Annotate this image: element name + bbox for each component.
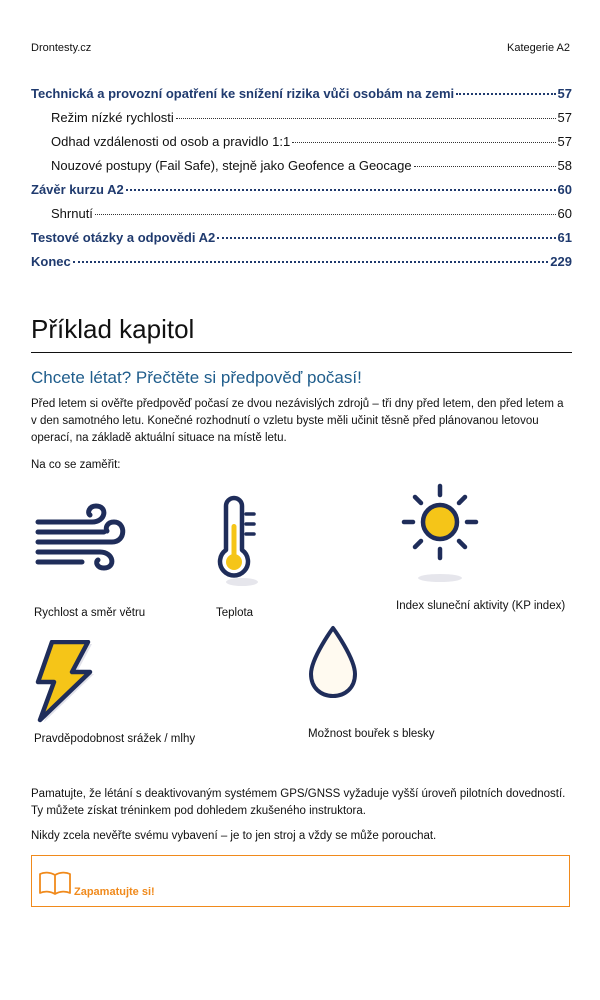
toc-entry-title: Nouzové postupy (Fail Safe), stejně jako Geofence a Geocage <box>51 158 412 173</box>
sun-icon <box>392 482 488 586</box>
toc-page-number: 229 <box>550 254 572 269</box>
book-icon <box>38 870 72 896</box>
toc-page-number: 57 <box>557 110 572 125</box>
toc-leader-dots <box>176 118 556 119</box>
toc-entry-title: Konec <box>31 254 71 269</box>
toc-page-number: 58 <box>557 158 572 173</box>
toc-entry-section[interactable] <box>31 110 572 134</box>
toc-entry-chapter[interactable] <box>31 86 572 110</box>
toc-entry-title: Závěr kurzu A2 <box>31 182 124 197</box>
remember-callout <box>31 855 570 907</box>
toc-leader-dots <box>456 93 555 95</box>
toc-leader-dots <box>95 214 556 215</box>
category-label: Kategerie A2 <box>507 42 570 54</box>
table-of-contents <box>31 86 572 278</box>
chapter-divider <box>31 352 572 353</box>
toc-page-number: 60 <box>557 206 572 221</box>
toc-leader-dots <box>217 237 555 239</box>
raindrop-icon <box>303 622 363 708</box>
toc-leader-dots <box>292 142 555 143</box>
toc-page-number: 61 <box>557 230 572 245</box>
toc-entry-chapter[interactable] <box>31 182 572 206</box>
site-name: Drontesty.cz <box>31 42 92 54</box>
toc-entry-section[interactable] <box>31 134 572 158</box>
toc-leader-dots <box>414 166 556 167</box>
toc-leader-dots <box>73 261 549 263</box>
toc-entry-title: Technická a provozní opatření ke snížení rizika vůči osobám na zemi <box>31 86 455 101</box>
toc-entry-title: Testové otázky a odpovědi A2 <box>31 230 216 245</box>
lightning-icon <box>34 640 98 726</box>
focus-label: Na co se zaměřit: <box>31 459 121 471</box>
toc-entry-section[interactable] <box>31 158 572 182</box>
toc-leader-dots <box>126 189 556 191</box>
toc-entry-title: Shrnutí <box>51 206 93 221</box>
item-label-temperature: Teplota <box>216 607 254 619</box>
toc-entry-chapter[interactable] <box>31 230 572 254</box>
page-header <box>31 42 570 56</box>
item-label-precipitation: Pravděpodobnost srážek / mlhy <box>34 733 196 745</box>
item-label-wind: Rychlost a směr větru <box>34 607 146 619</box>
gps-note: Pamatujte, že létání s deaktivovaným systémem GPS/GNSS vyžaduje vyšší úroveň pilotních dovedností. Ty můžete získat tréninkem pod dohledem zkušeného instruktora. <box>31 788 566 817</box>
toc-page-number: 60 <box>557 182 572 197</box>
toc-entry-chapter[interactable] <box>31 254 572 278</box>
intro-paragraph: Před letem si ověřte předpověď počasí ze dvou nezávislých zdrojů – tři dny před letem, den před letem a v den samotného letu. Konečné rozhodnutí o vzletu byste měli učinit těsně před plánovanou letovou operací, na základě aktuální situace na místě letu. <box>31 398 564 444</box>
toc-entry-title: Režim nízké rychlosti <box>51 110 174 125</box>
item-label-storms: Možnost bouřek s blesky <box>308 728 435 740</box>
toc-page-number: 57 <box>557 134 572 149</box>
chapter-title: Příklad kapitol <box>31 314 195 344</box>
wind-icon <box>34 500 130 580</box>
toc-page-number: 57 <box>557 86 572 101</box>
toc-entry-section[interactable] <box>31 206 572 230</box>
section-title: Chcete létat? Přečtěte si předpověď počasí! <box>31 368 362 387</box>
toc-entry-title: Odhad vzdálenosti od osob a pravidlo 1:1 <box>51 134 291 149</box>
equipment-note: Nikdy zcela nevěřte svému vybavení – je to jen stroj a vždy se může porouchat. <box>31 830 437 842</box>
callout-label: Zapamatujte si! <box>74 886 155 898</box>
item-label-kp-index: Index sluneční aktivity (KP index) <box>396 600 566 612</box>
thermometer-icon <box>210 494 270 590</box>
